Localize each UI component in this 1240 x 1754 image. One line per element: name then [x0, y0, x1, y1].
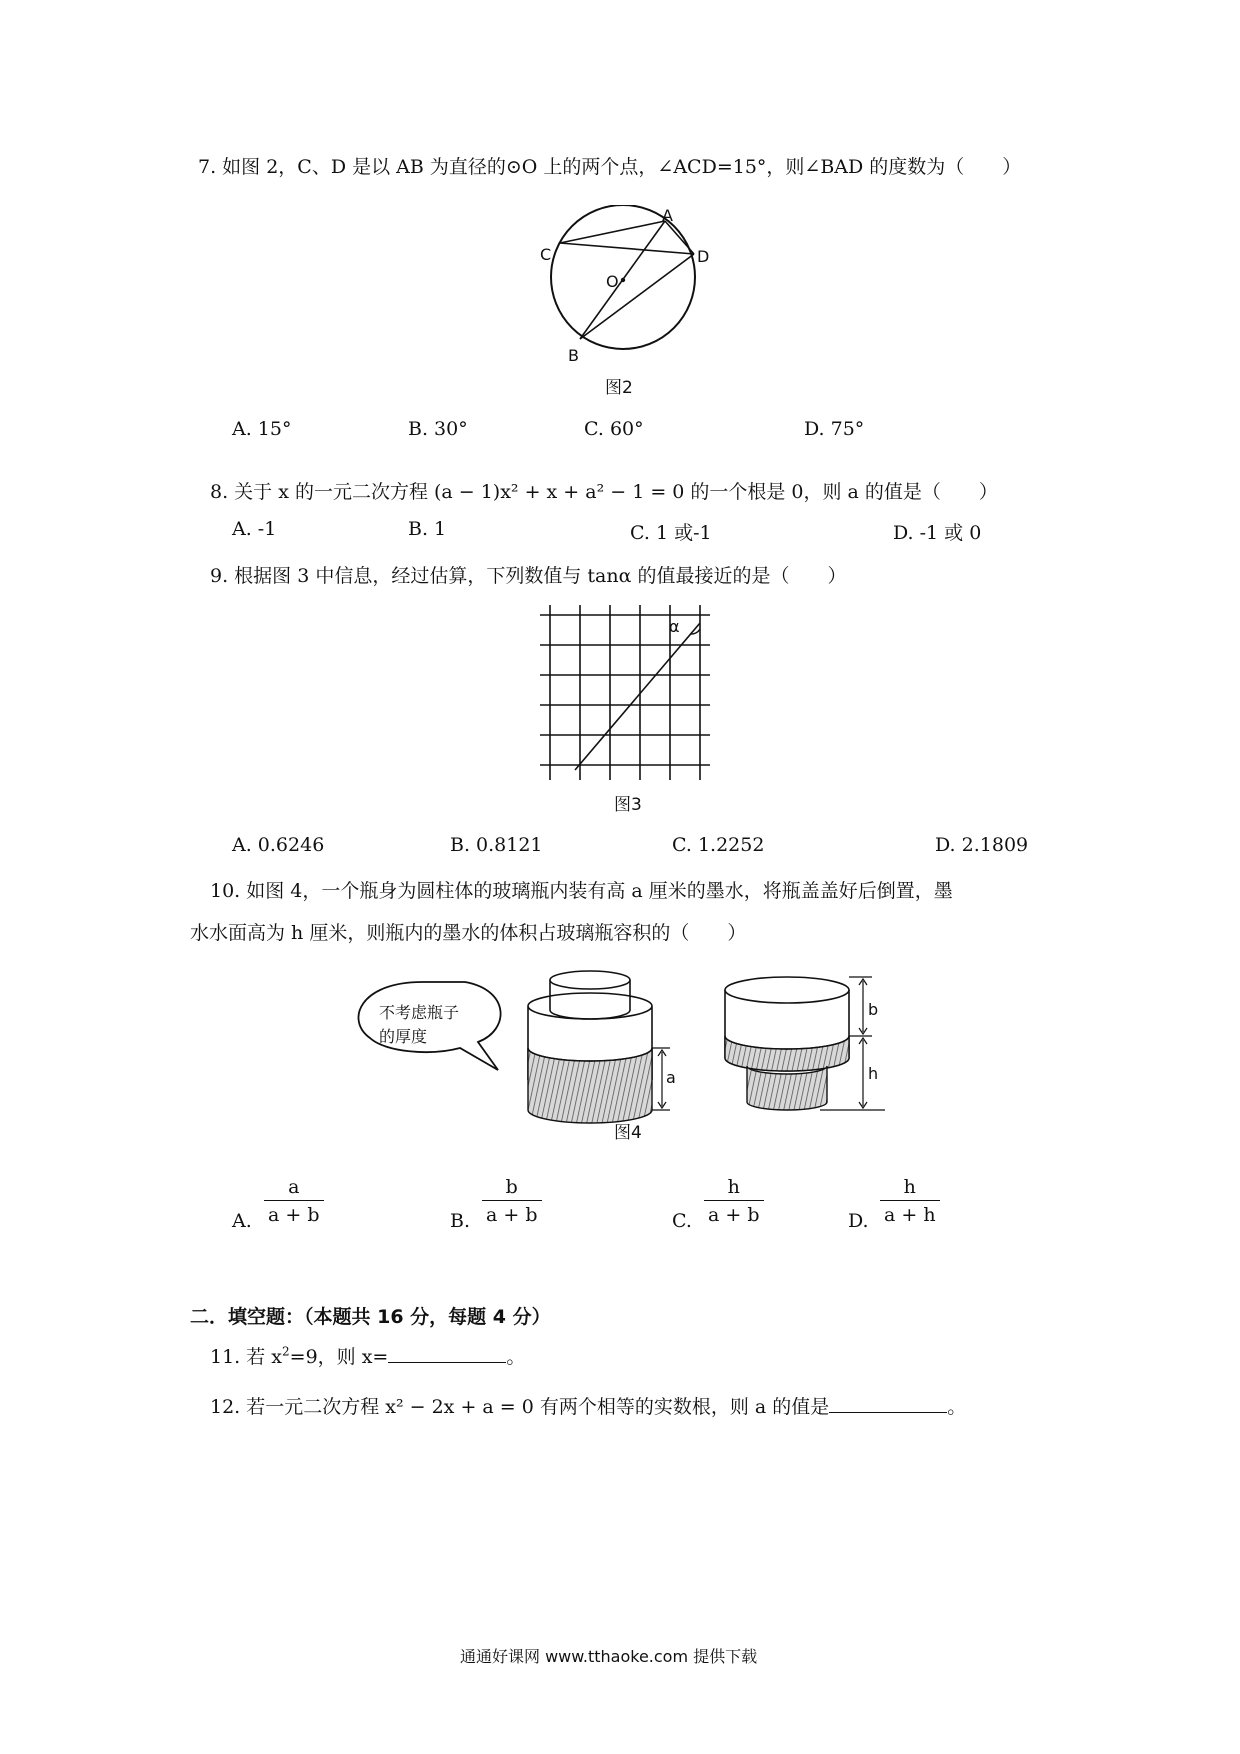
q10-option-b-label: B. — [450, 1210, 471, 1232]
q8-option-d: D. -1 或 0 — [893, 522, 982, 544]
q7-option-a: A. 15° — [232, 418, 292, 440]
q10-option-b-fraction — [482, 1176, 542, 1226]
figure-2-label-o: O — [606, 272, 619, 291]
figure-3-grid — [540, 605, 710, 780]
figure-2-circle — [530, 205, 710, 365]
q10-option-a-numerator: a — [264, 1176, 324, 1201]
q10-option-a-denominator: a + b — [268, 1204, 320, 1226]
q8-option-c: C. 1 或-1 — [630, 522, 712, 544]
q11-question — [210, 1342, 525, 1369]
figure-4 — [350, 960, 900, 1130]
q10-option-b-denominator: a + b — [486, 1204, 538, 1226]
q12-suffix: 。 — [947, 1396, 967, 1418]
q10-option-a-fraction — [264, 1176, 324, 1226]
figure-4-bubble-line-1: 不考虑瓶子 — [379, 1003, 460, 1022]
section-2-title: 二．填空题：（本题共 16 分，每题 4 分） — [190, 1306, 551, 1328]
figure-4-label-b: b — [868, 1000, 879, 1019]
q9-option-b: B. 0.8121 — [450, 834, 543, 856]
q12-equation: x² − 2x + a = 0 — [385, 1396, 534, 1418]
page-footer: 通通好课网 www.tthaoke.com 提供下载 — [460, 1647, 758, 1666]
q12-question — [210, 1392, 966, 1419]
figure-4-label-h: h — [868, 1064, 879, 1083]
q10-option-d-fraction — [880, 1176, 940, 1226]
figure-2-label-a: A — [662, 206, 673, 225]
q7-option-c: C. 60° — [584, 418, 644, 440]
figure-4-label-a: a — [666, 1068, 676, 1087]
q8-option-b: B. 1 — [408, 518, 447, 540]
q9-option-d: D. 2.1809 — [935, 834, 1029, 856]
q10-option-d-denominator: a + h — [884, 1204, 936, 1226]
q9-option-c: C. 1.2252 — [672, 834, 765, 856]
q10-option-d-numerator: h — [880, 1176, 940, 1201]
q12-prefix: 12. 若一元二次方程 — [210, 1396, 380, 1418]
q9-text: 9. 根据图 3 中信息，经过估算，下列数值与 tanα 的值最接近的是（ ） — [210, 565, 847, 587]
q11-suffix: 。 — [506, 1346, 526, 1368]
q10-option-c-numerator: h — [704, 1176, 764, 1201]
q8-equation: (a − 1)x² + x + a² − 1 = 0 — [433, 481, 685, 503]
q10-option-c-denominator: a + b — [708, 1204, 760, 1226]
q10-option-d-label: D. — [848, 1210, 869, 1232]
figure-2-label-b: B — [568, 346, 579, 365]
q7-text: 7. 如图 2，C、D 是以 AB 为直径的⊙O 上的两个点，∠ACD=15°，则∠BAD 的度数为（ ） — [198, 156, 1022, 178]
q8-suffix: 的一个根是 0，则 a 的值是（ ） — [690, 481, 998, 503]
q10-option-b-numerator: b — [482, 1176, 542, 1201]
figure-3-label-alpha: α — [669, 617, 680, 636]
q12-answer-blank[interactable] — [829, 1394, 947, 1413]
q8-question — [210, 477, 998, 504]
figure-2-label-c: C — [540, 245, 552, 264]
q10-line-1: 10. 如图 4，一个瓶身为圆柱体的玻璃瓶内装有高 a 厘米的墨水，将瓶盖盖好后倒置，墨 — [210, 880, 953, 902]
q10-line-2: 水水面高为 h 厘米，则瓶内的墨水的体积占玻璃瓶容积的（ ） — [190, 922, 747, 944]
figure-4-caption: 图4 — [614, 1123, 642, 1143]
q10-option-c-fraction — [704, 1176, 764, 1226]
q11-exponent: 2 — [282, 1344, 290, 1359]
q8-option-a: A. -1 — [232, 518, 277, 540]
q11-prefix: 11. 若 x — [210, 1346, 283, 1368]
q12-middle: 有两个相等的实数根，则 a 的值是 — [539, 1396, 830, 1418]
figure-2-caption: 图2 — [605, 378, 633, 398]
figure-3-caption: 图3 — [614, 795, 642, 815]
figure-4-bubble-line-2: 的厚度 — [379, 1027, 428, 1046]
q9-option-a: A. 0.6246 — [232, 834, 325, 856]
q10-option-c-label: C. — [672, 1210, 692, 1232]
q8-prefix: 8. 关于 x 的一元二次方程 — [210, 481, 428, 503]
q7-option-d: D. 75° — [804, 418, 865, 440]
q11-answer-blank[interactable] — [388, 1344, 506, 1363]
figure-2-label-d: D — [697, 247, 710, 266]
q11-middle: =9，则 x= — [289, 1346, 389, 1368]
q10-option-a-label: A. — [232, 1210, 252, 1232]
q7-option-b: B. 30° — [408, 418, 468, 440]
